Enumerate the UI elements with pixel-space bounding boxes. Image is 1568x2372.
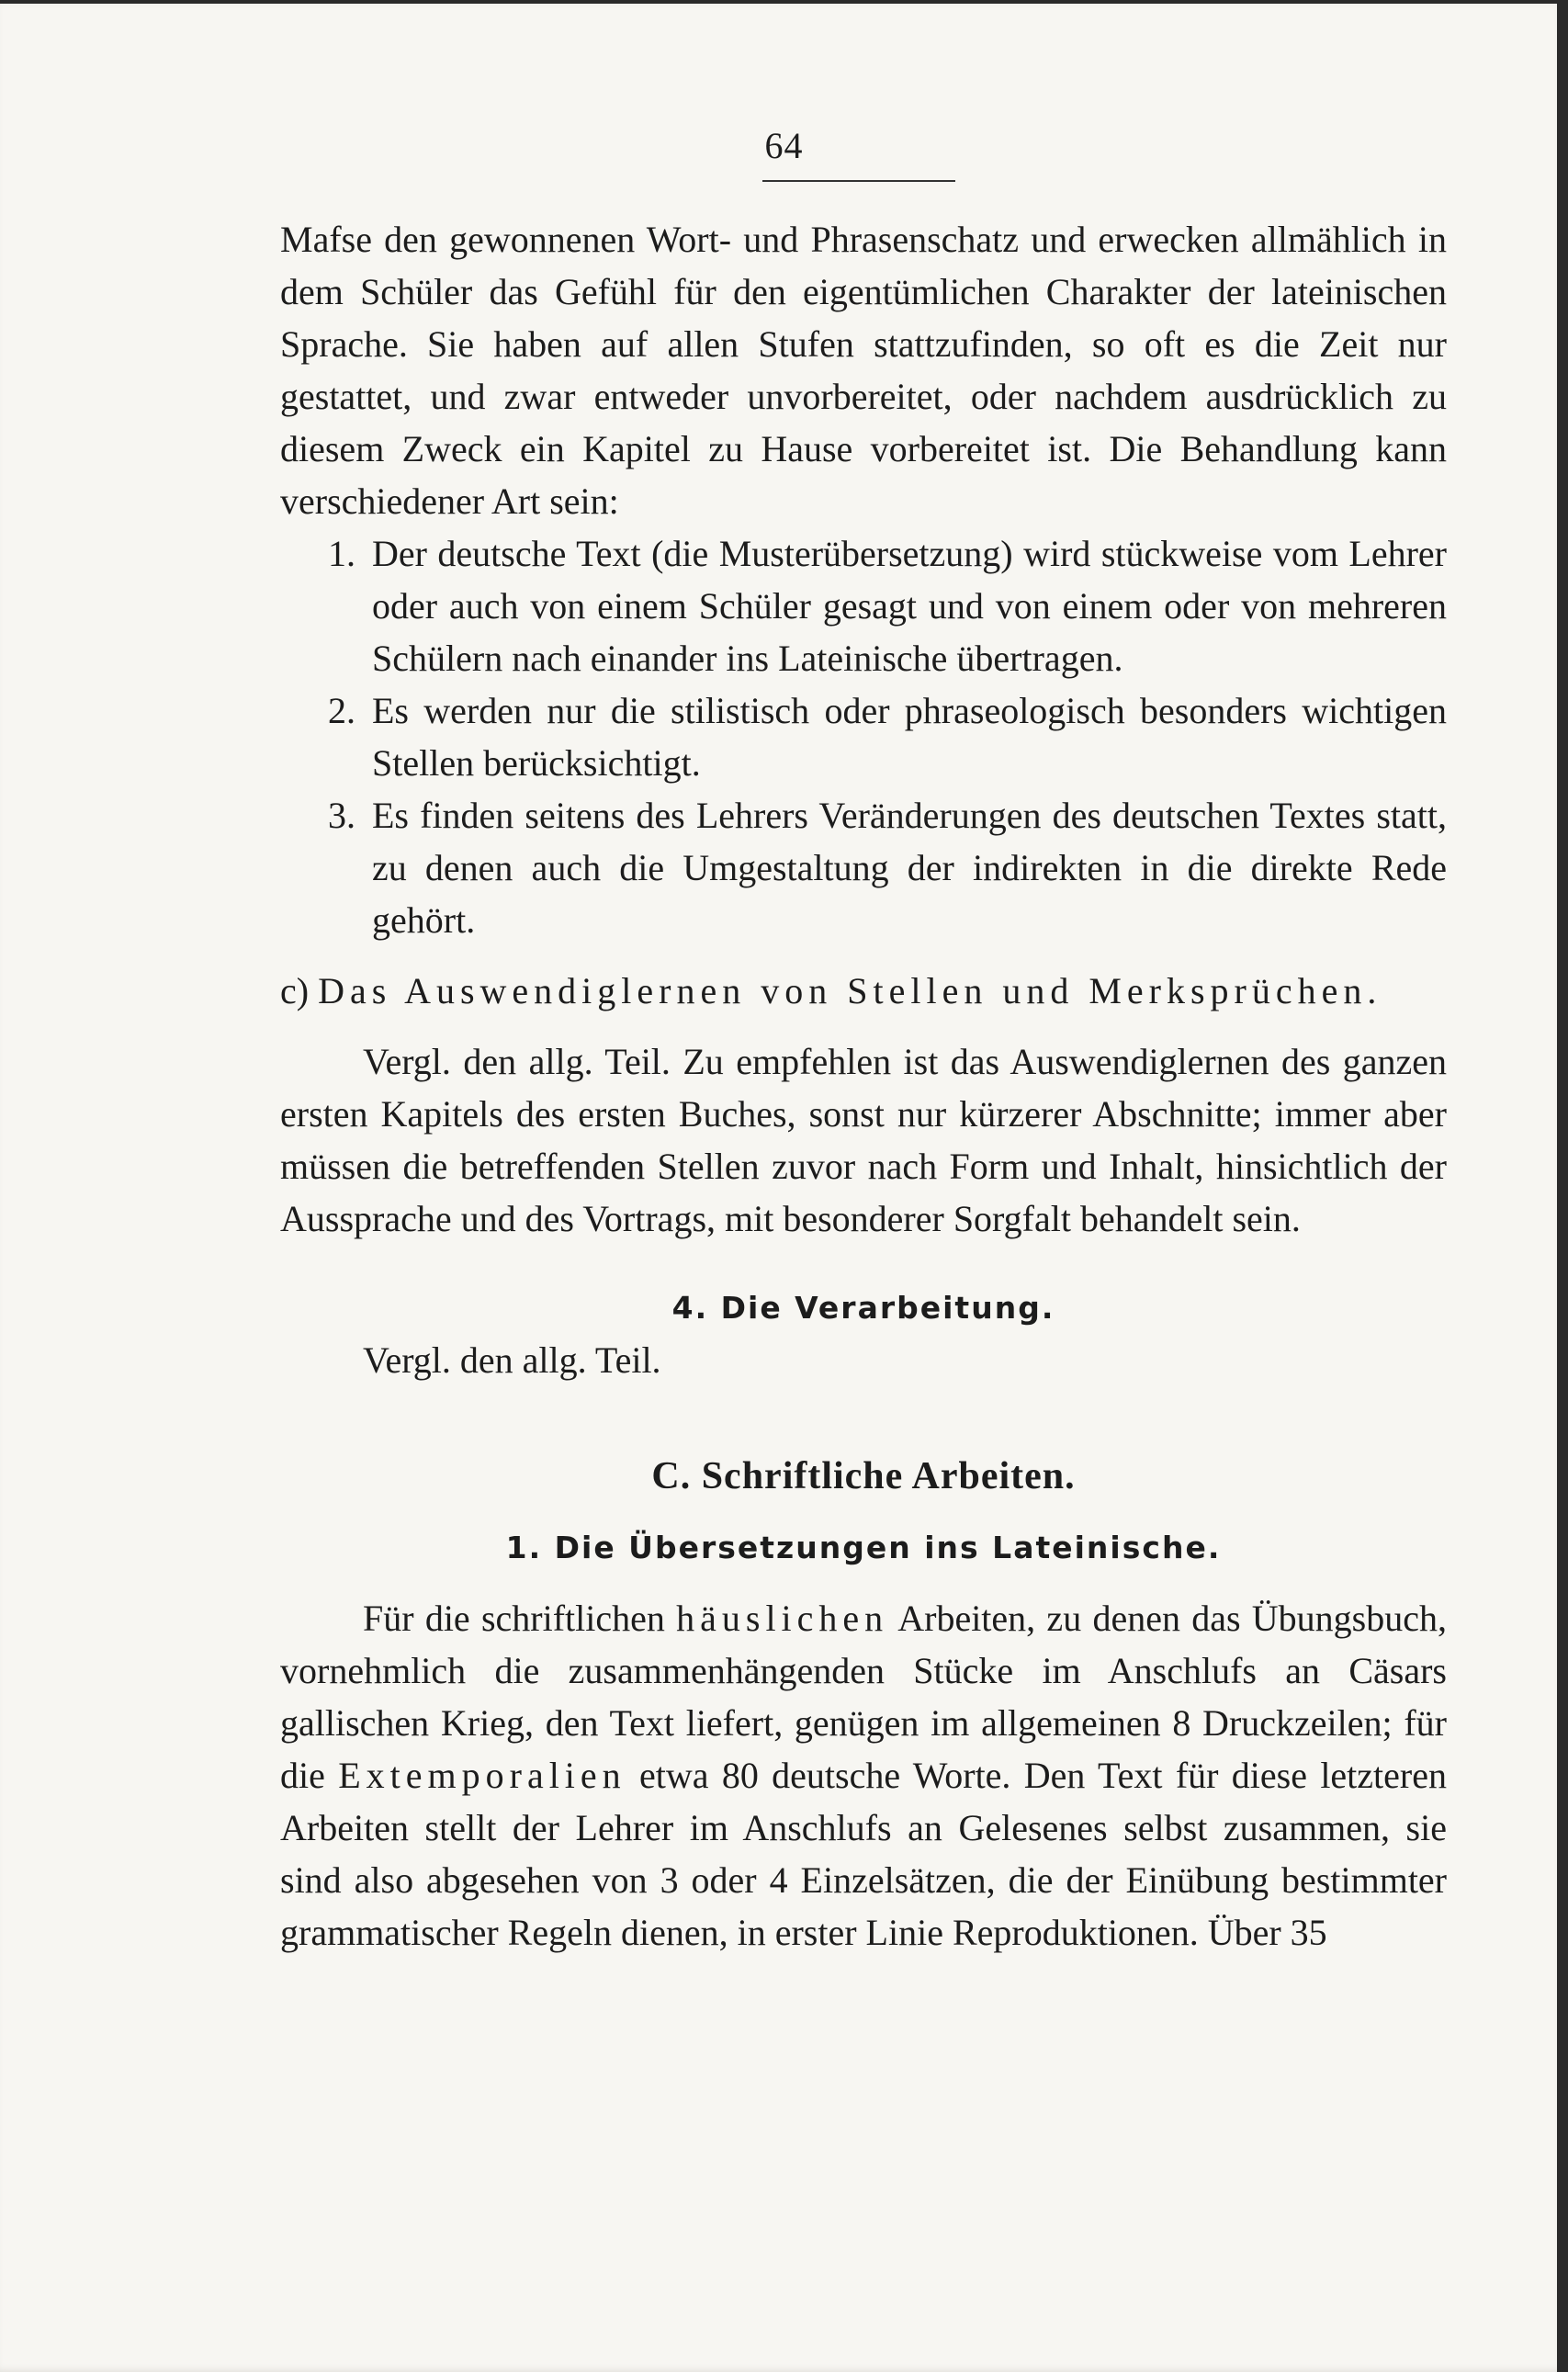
list-item-text: Der deutsche Text (die Musterübersetzung) wird stückweise vom Lehrer oder auch von einem Schüler gesagt und von einem oder von mehreren Schülern nach einander ins Lateinische übertragen.: [372, 533, 1447, 679]
section-c-title: Das Auswendiglernen von Stellen und Merksprüchen.: [318, 970, 1382, 1011]
scan-top-edge: [0, 0, 1568, 4]
list-item-number: 2.: [328, 690, 355, 731]
page-number-rule: [762, 180, 955, 182]
list-item: [280, 527, 1447, 684]
page-content: [280, 213, 1447, 1959]
paragraph-continuation: Mafse den gewonnenen Wort- und Phrasenschatz und erwecken allmählich in dem Schüler das Gefühl für den eigentümlichen Charakter der lateinischen Sprache. Sie haben auf allen Stufen stattzufinden, so oft es die Zeit nur gestattet, und zwar entweder unvorbereitet, oder nachdem ausdrücklich zu diesem Zweck ein Kapitel zu Hause vorbereitet ist. Die Behandlung kann verschiedener Art sein:: [280, 219, 1447, 522]
paragraph-verarbeitung: Vergl. den allg. Teil.: [363, 1339, 661, 1381]
treatment-list: [280, 527, 1447, 946]
text-run: etwa 80 deutsche Worte. Den Text für diese letzteren Arbeiten stellt der Lehrer im Anschlufs an Gelesenes selbst zusammen, sie sind also abgesehen von 3 oder 4 Einzelsätzen, die der Einübung bestimmter grammatischer Regeln dienen, in erster Linie Reproduktionen. Über 35: [280, 1755, 1447, 1953]
list-item: [280, 789, 1447, 946]
heading-verarbeitung: 4. Die Verarbeitung.: [671, 1290, 1055, 1326]
scan-right-edge: [1557, 0, 1568, 2372]
emphasis-haeuslichen: häuslichen: [676, 1598, 889, 1639]
paragraph-uebersetzungen: [280, 1592, 1447, 1959]
text-run: Für die schriftlichen: [363, 1598, 677, 1639]
heading-schriftliche-arbeiten: C. Schriftliche Arbeiten.: [651, 1455, 1076, 1497]
paragraph-memorization: Vergl. den allg. Teil. Zu empfehlen ist das Auswendiglernen des ganzen ersten Kapitels des ersten Buches, sonst nur kürzerer Abschnitte; immer aber müssen die betreffenden Stellen zuvor nach Form und Inhalt, hinsichtlich der Aussprache und des Vortrags, mit besonderer Sorgfalt behandelt sein.: [280, 1041, 1447, 1239]
list-item-number: 1.: [328, 533, 355, 574]
heading-uebersetzungen: 1. Die Übersetzungen ins Lateinische.: [505, 1530, 1222, 1565]
list-item-number: 3.: [328, 795, 355, 836]
list-item-text: Es werden nur die stilistisch oder phraseologisch besonders wichtigen Stellen berücksichtigt.: [372, 690, 1447, 784]
section-c-heading: [280, 965, 1447, 1017]
list-item: [280, 684, 1447, 789]
list-item-text: Es finden seitens des Lehrers Veränderungen des deutschen Textes statt, zu denen auch die Umgestaltung der indirekten in die direkte Rede gehört.: [372, 795, 1447, 941]
page-number: 64: [764, 125, 804, 166]
text-run: Arbeiten, zu denen das Übungsbuch, vornehmlich die zusammenhängenden Stücke im Anschlufs an Cäsars gallischen Krieg, den Text liefert, genügen im allgemeinen 8 Druckzeilen; für die: [280, 1598, 1447, 1796]
emphasis-extemporalien: Extemporalien: [338, 1755, 626, 1796]
section-c-label: c): [280, 970, 310, 1011]
